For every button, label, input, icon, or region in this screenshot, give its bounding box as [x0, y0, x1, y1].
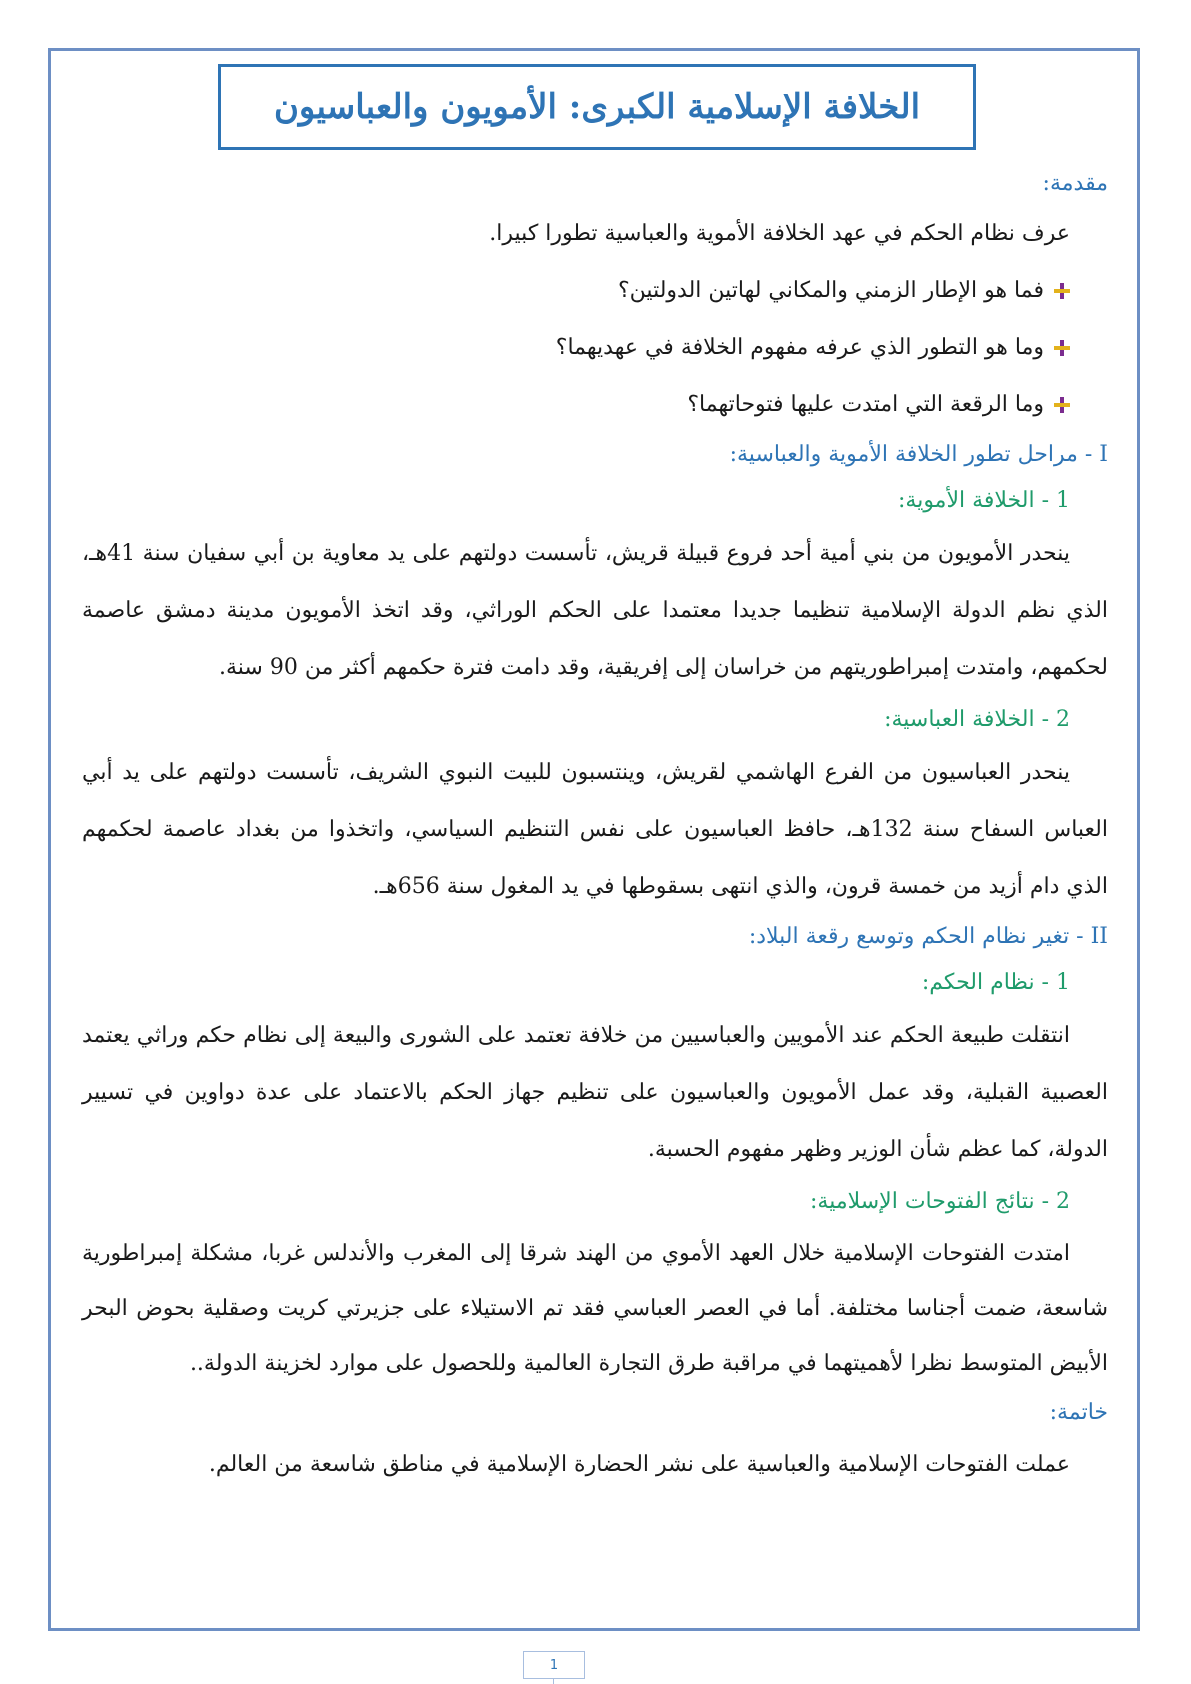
plus-bullet-icon: [1054, 283, 1070, 299]
list-item: [82, 376, 1070, 433]
section1-sub2-text: ينحدر العباسيون من الفرع الهاشمي لقريش، وينتسبون للبيت النبوي الشريف، تأسست دولتهم على يد أبي العباس السفاح سنة 132هـ، حافظ العباسيون على نفس التنظيم السياسي، واتخذوا من بغداد عاصمة لحكمهم الذي دام أزيد من خمسة قرون، والذي انتهى بسقوطها في يد المغول سنة 656هـ.: [82, 760, 1108, 899]
page-number-text: 1: [549, 1657, 559, 1673]
question-text: وما هو التطور الذي عرفه مفهوم الخلافة في عهديهما؟: [555, 335, 1044, 360]
conclusion-heading: خاتمة:: [1049, 1400, 1108, 1425]
question-text: وما الرقعة التي امتدت عليها فتوحاتهما؟: [687, 392, 1044, 417]
document-title: الخلافة الإسلامية الكبرى: الأمويون والعباسيون: [273, 87, 921, 127]
section1-heading: I - مراحل تطور الخلافة الأموية والعباسية:: [729, 442, 1108, 467]
section2-sub2-heading: 2 - نتائج الفتوحات الإسلامية:: [809, 1189, 1070, 1214]
document-body: [82, 162, 1108, 1495]
section2-sub2-text: امتدت الفتوحات الإسلامية خلال العهد الأموي من الهند شرقا إلى المغرب والأندلس غربا، مشكلة إمبراطورية شاسعة، ضمت أجناسا مختلفة. أما في العصر العباسي فقد تم الاستيلاء على جزيرتي كريت وصقلية بحوض البحر الأبيض المتوسط نظرا لأهميتهما في مراقبة طرق التجارة العالمية وللحصول على موارد لخزينة الدولة..: [82, 1241, 1108, 1376]
section2-sub1-text: انتقلت طبيعة الحكم عند الأمويين والعباسيين من خلافة تعتمد على الشورى والبيعة إلى نظام حكم وراثي يعتمد العصبية القبلية، وقد عمل الأمويون والعباسيون على تنظيم جهاز الحكم بالاعتماد على عدة دواوين في تسيير الدولة، كما عظم شأن الوزير وظهر مفهوم الحسبة.: [82, 1023, 1108, 1162]
document-title-box: [218, 64, 976, 150]
section2-heading: II - تغير نظام الحكم وتوسع رقعة البلاد:: [748, 924, 1108, 949]
question-text: فما هو الإطار الزمني والمكاني لهاتين الدولتين؟: [618, 278, 1044, 303]
plus-bullet-icon: [1054, 340, 1070, 356]
intro-text: عرف نظام الحكم في عهد الخلافة الأموية والعباسية تطورا كبيرا.: [489, 221, 1070, 246]
page-number: [523, 1651, 585, 1679]
list-item: [82, 262, 1070, 319]
intro-heading: مقدمة:: [1042, 171, 1108, 196]
section1-sub1-heading: 1 - الخلافة الأموية:: [897, 488, 1070, 513]
plus-bullet-icon: [1054, 397, 1070, 413]
section1-sub1-text: ينحدر الأمويون من بني أمية أحد فروع قبيلة قريش، تأسست دولتهم على يد معاوية بن أبي سفيان سنة 41هـ، الذي نظم الدولة الإسلامية تنظيما جديدا معتمدا على الحكم الوراثي، وقد اتخذ الأمويون مدينة دمشق عاصمة لحكمهم، وامتدت إمبراطوريتهم من خراسان إلى إفريقية، وقد دامت فترة حكمهم أكثر من 90 سنة.: [82, 541, 1108, 680]
list-item: [82, 319, 1070, 376]
conclusion-text: عملت الفتوحات الإسلامية والعباسية على نشر الحضارة الإسلامية في مناطق شاسعة من العالم.: [208, 1452, 1070, 1477]
section1-sub2-heading: 2 - الخلافة العباسية:: [884, 707, 1070, 732]
question-list: [82, 262, 1108, 433]
page-number-stem: [553, 1679, 554, 1684]
section2-sub1-heading: 1 - نظام الحكم:: [921, 970, 1070, 995]
